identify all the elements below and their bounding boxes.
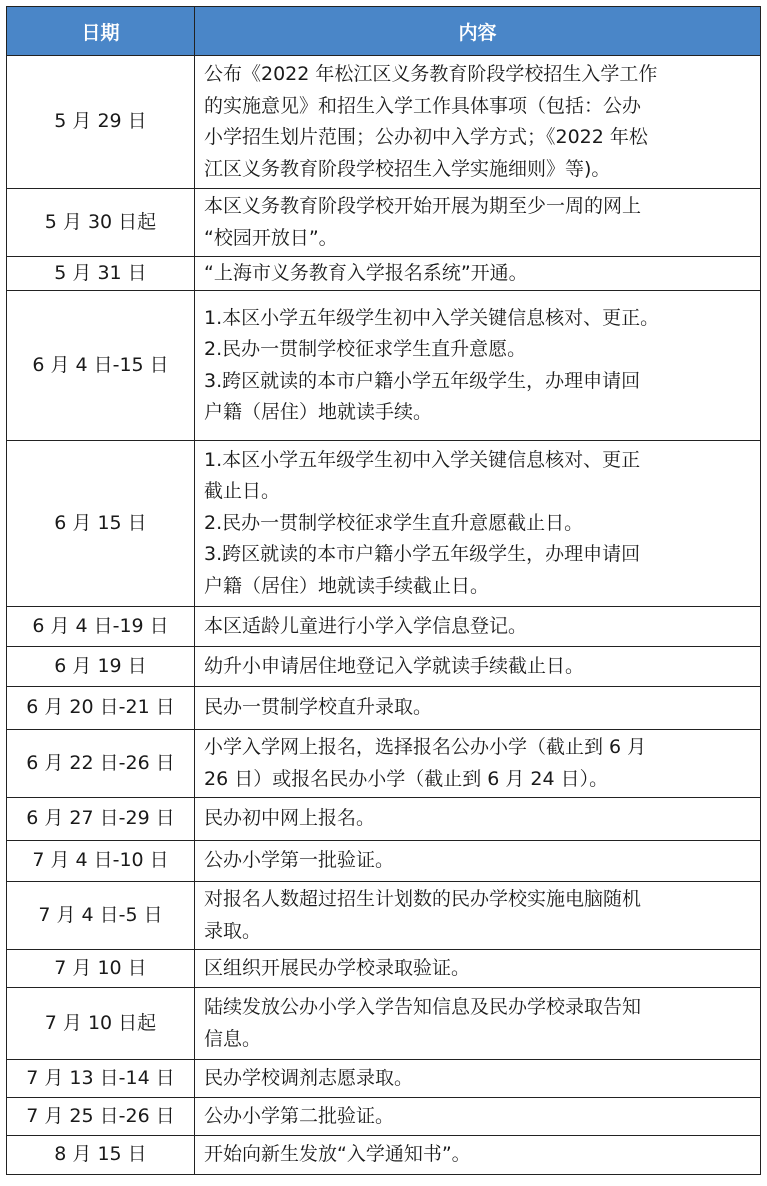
row-date: 7 月 10 日起: [7, 988, 195, 1060]
content-line: 26 日）或报名民办小学（截止到 6 月 24 日）。: [204, 767, 609, 790]
row-date: 7 月 10 日: [7, 950, 195, 988]
schedule-table: [6, 6, 761, 1175]
content-line: 区组织开展民办学校录取验证。: [204, 956, 471, 979]
table-row: [7, 607, 761, 647]
content-line: “上海市义务教育入学报名系统”开通。: [204, 261, 528, 284]
row-date: 5 月 30 日起: [7, 189, 195, 257]
row-date: 7 月 13 日-14 日: [7, 1060, 195, 1098]
table-row: [7, 730, 761, 798]
table-row: [7, 441, 761, 607]
table-row: [7, 882, 761, 950]
row-content: [195, 291, 761, 441]
content-line: 录取。: [204, 919, 262, 942]
row-date: 5 月 31 日: [7, 257, 195, 291]
row-date: 6 月 15 日: [7, 441, 195, 607]
content-line: 民办初中网上报名。: [204, 807, 376, 830]
row-content: [195, 882, 761, 950]
row-content: [195, 1136, 761, 1175]
content-line: 幼升小申请居住地登记入学就读手续截止日。: [204, 654, 585, 677]
row-date: 8 月 15 日: [7, 1136, 195, 1175]
row-content: [195, 607, 761, 647]
row-date: 6 月 19 日: [7, 647, 195, 687]
row-date: 7 月 4 日-5 日: [7, 882, 195, 950]
row-content: [195, 687, 761, 730]
row-content: [195, 441, 761, 607]
content-line: 民办学校调剂志愿录取。: [204, 1066, 414, 1089]
row-date: 7 月 4 日-10 日: [7, 841, 195, 882]
row-date: 6 月 27 日-29 日: [7, 798, 195, 841]
content-line: 信息。: [204, 1027, 262, 1050]
row-content: [195, 189, 761, 257]
content-line: 小学入学网上报名，选择报名公办小学（截止到 6 月: [204, 736, 647, 758]
content-line: 对报名人数超过招生计划数的民办学校实施电脑随机: [204, 888, 642, 910]
table-row: [7, 798, 761, 841]
content-line: 江区义务教育阶段学校招生入学实施细则》等)。: [204, 157, 611, 180]
row-date: 6 月 4 日-19 日: [7, 607, 195, 647]
row-content: [195, 56, 761, 189]
header-date: 日期: [7, 7, 195, 56]
content-line: 的实施意见》和招生入学工作具体事项（包括：公办: [204, 94, 642, 117]
row-content: [195, 950, 761, 988]
row-date: 6 月 20 日-21 日: [7, 687, 195, 730]
content-line: 公布《2022 年松江区义务教育阶段学校招生入学工作: [204, 63, 658, 85]
table-row: [7, 988, 761, 1060]
table-row: [7, 647, 761, 687]
row-date: 7 月 25 日-26 日: [7, 1098, 195, 1136]
header-content: 内容: [195, 7, 761, 56]
row-content: [195, 730, 761, 798]
content-line: 户籍（居住）地就读手续。: [204, 401, 433, 423]
content-line: 截止日。: [204, 480, 281, 503]
table-row: [7, 1136, 761, 1175]
header-row: [7, 7, 761, 56]
content-line: 陆续发放公办小学入学告知信息及民办学校录取告知: [204, 996, 642, 1018]
row-content: [195, 798, 761, 841]
row-date: 6 月 4 日-15 日: [7, 291, 195, 441]
content-line: 2.民办一贯制学校征求学生直升意愿。: [204, 338, 527, 360]
row-content: [195, 647, 761, 687]
content-line: “校园开放日”。: [204, 226, 338, 249]
row-content: [195, 841, 761, 882]
table-row: [7, 1060, 761, 1098]
content-line: 3.跨区就读的本市户籍小学五年级学生，办理申请回: [204, 543, 641, 566]
row-content: [195, 1060, 761, 1098]
content-line: 开始向新生发放“入学通知书”。: [204, 1143, 471, 1166]
table-row: [7, 950, 761, 988]
content-line: 3.跨区就读的本市户籍小学五年级学生，办理申请回: [204, 369, 641, 392]
table-row: [7, 841, 761, 882]
content-line: 户籍（居住）地就读手续截止日。: [204, 574, 490, 597]
content-line: 民办一贯制学校直升录取。: [204, 696, 433, 719]
content-line: 公办小学第二批验证。: [204, 1104, 395, 1127]
content-line: 1.本区小学五年级学生初中入学关键信息核对、更正: [204, 448, 641, 471]
row-content: [195, 988, 761, 1060]
row-date: 5 月 29 日: [7, 56, 195, 189]
content-line: 本区适龄儿童进行小学入学信息登记。: [204, 614, 528, 637]
table-row: [7, 257, 761, 291]
content-line: 小学招生划片范围；公办初中入学方式；《2022 年松: [204, 126, 648, 148]
row-date: 6 月 22 日-26 日: [7, 730, 195, 798]
content-line: 公办小学第一批验证。: [204, 849, 395, 872]
table-row: [7, 687, 761, 730]
table-row: [7, 56, 761, 189]
table-row: [7, 291, 761, 441]
row-content: [195, 1098, 761, 1136]
row-content: [195, 257, 761, 291]
table-row: [7, 1098, 761, 1136]
content-line: 本区义务教育阶段学校开始开展为期至少一周的网上: [204, 195, 642, 217]
table-row: [7, 189, 761, 257]
content-line: 2.民办一贯制学校征求学生直升意愿截止日。: [204, 511, 584, 534]
content-line: 1.本区小学五年级学生初中入学关键信息核对、更正。: [204, 306, 660, 329]
